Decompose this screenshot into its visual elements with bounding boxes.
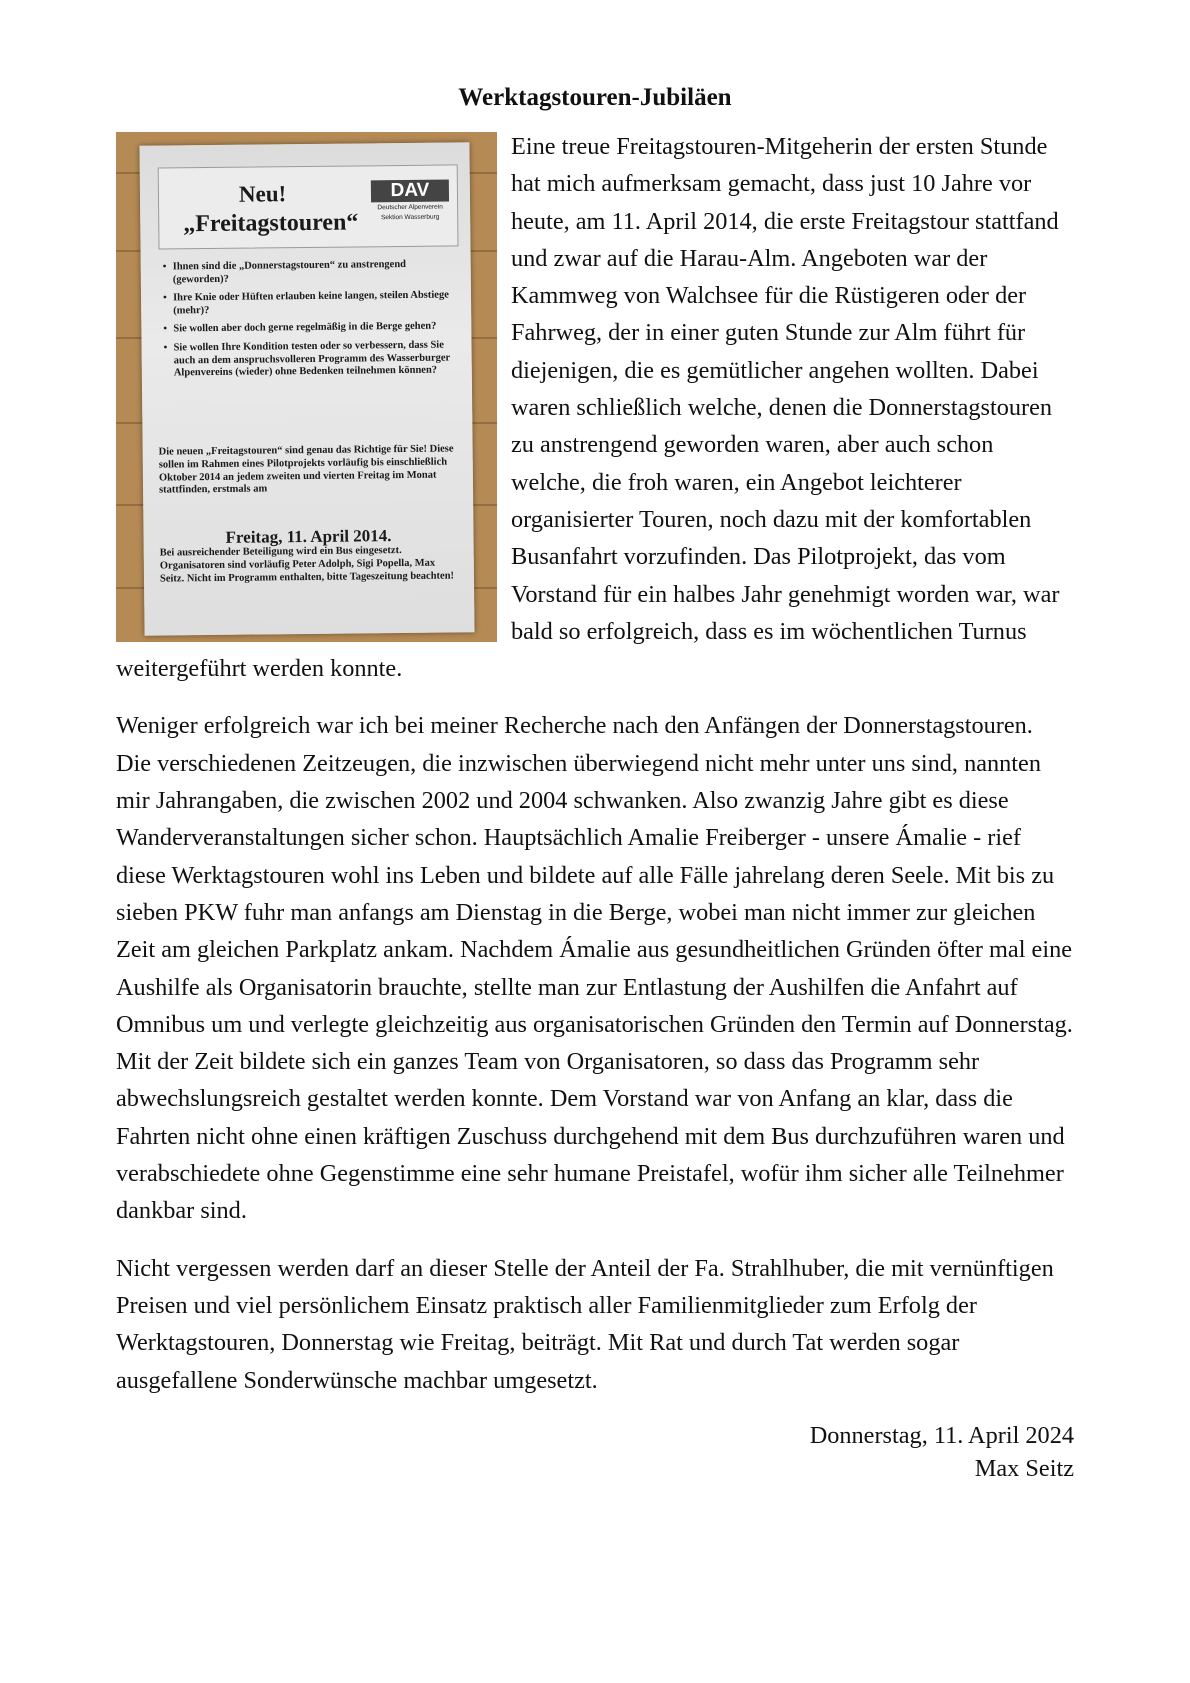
flyer-date: Freitag, 11. April 2014.	[225, 526, 392, 547]
paragraph-1: Eine treue Freitagstouren-Mitgeherin der ersten Stunde hat mich aufmerksam gemacht, dass just 10 Jahre vor heute, am 11. April 2014, die erste Freitagstour stattfand und zwar auf die Harau-Alm. Angeboten war der Kammweg von Walchsee für die Rüstigeren oder der Fahrweg, der in einer guten Stunde zur Alm führt für diejenigen, die es gemütlicher angehen wollten. Dabei waren schließlich welche, denen die Donnerstagstouren zu anstrengend geworden waren, aber auch schon welche, die froh waren, ein Angebot leichterer organisierter Touren, noch dazu mit der komfortablen Busanfahrt vorzufinden. Das Pilotprojekt, das vom Vorstand für ein halbes Jahr genehmigt worden war, war bald so erfolgreich, dass es im wöchentlichen Turnus weitergeführt werden konnte.	[116, 133, 1060, 683]
paragraph-2: Weniger erfolgreich war ich bei meiner Recherche nach den Anfängen der Donnerstagstouren. Die verschiedenen Zeitzeugen, die inzwischen überwiegend nicht mehr unter uns sind, nannten mir Jahrangaben, die zwischen 2002 und 2004 schwanken. Also zwanzig Jahre gibt es diese Wanderveranstaltungen sicher schon. Hauptsächlich Amalie Freiberger - unsere Ámalie - rief diese Werktagstouren wohl ins Leben und bildete auf alle Fälle jahrelang deren Seele. Mit bis zu sieben PKW fuhr man anfangs am Dienstag in die Berge, wobei man nicht immer zur gleichen Zeit am gleichen Parkplatz ankam. Nachdem Ámalie aus gesundheitlichen Gründen öfter mal eine Aushilfe als Organisatorin brauchte, stellte man zur Entlastung der Aushilfen die Anfahrt auf Omnibus um und verlegte gleichzeitig aus organisatorischen Gründen den Termin auf Donnerstag. Mit der Zeit bildete sich ein ganzes Team von Organisatoren, so dass das Programm sehr abwechslungsreich gestaltet werden konnte. Dem Vorstand war von Anfang an klar, dass die Fahrten nicht ohne einen kräftigen Zuschuss durchgehend mit dem Bus durchzuführen waren und verabschiedete ohne Gegenstimme eine sehr humane Preistafel, wofür ihm sicher alle Teilnehmer dankbar sind.	[116, 712, 1073, 1225]
flyer-bullet: • Sie wollen aber doch gerne regelmäßig in die Berge gehen?	[163, 321, 463, 337]
document-page	[116, 82, 1074, 1485]
flyer-heading: „Freitagstouren“	[183, 209, 359, 238]
flyer-bullet: • Sie wollen Ihre Kondition testen oder so verbessern, dass Sie auch an dem anspruchsvolleren Programm des Wasserburger Alpenvereins (wieder) ohne Bedenken teilnehmen können?	[164, 339, 464, 380]
flyer-paragraph: Die neuen „Freitagstouren“ sind genau das Richtige für Sie! Diese sollen im Rahmen eines Pilotprojekts vorläufig bis einschließlich Oktober 2014 an jedem zweiten und vierten Freitag im Monat stattfinden, erstmals am	[158, 443, 454, 496]
dav-logo-text: DAV	[371, 180, 449, 203]
dav-logo-sub-2: Sektion Wasserburg	[381, 213, 440, 222]
flyer-bullet: • Ihre Knie oder Hüften erlauben keine langen, steilen Abstiege (mehr)?	[163, 290, 463, 318]
flyer-footer: Bei ausreichender Beteiligung wird ein Bus eingesetzt. Organisatoren sind vorläufig Peter Adolph, Sigi Popella, Max Seitz. Nicht im Programm enthalten, bitte Tageszeitung beachten!	[159, 545, 455, 585]
page-title: Werktagstouren-Jubiläen	[458, 84, 732, 111]
article-body	[116, 128, 1074, 1399]
flyer-bullet-list	[163, 258, 464, 386]
flyer-header	[158, 164, 459, 249]
dav-logo-sub-1: Deutscher Alpenverein	[377, 203, 443, 212]
flyer-bullet: • Ihnen sind die „Donnerstagstouren“ zu anstrengend (geworden)?	[163, 258, 463, 286]
flyer-neu: Neu!	[238, 181, 287, 207]
signature-date: Donnerstag, 11. April 2024	[809, 1421, 1074, 1449]
signature-block	[116, 1419, 1074, 1485]
paragraph-3: Nicht vergessen werden darf an dieser Stelle der Anteil der Fa. Strahlhuber, die mit vernünftigen Preisen und viel persönlichem Einsatz praktisch aller Familienmitglieder zum Erfolg der Werktagstouren, Donnerstag wie Freitag, beiträgt. Mit Rat und durch Tat werden sogar ausgefallene Sonderwünsche machbar umgesetzt.	[116, 1254, 1054, 1394]
flyer	[139, 142, 474, 635]
flyer-photo	[116, 132, 497, 642]
signature-author: Max Seitz	[974, 1454, 1074, 1482]
dav-logo	[371, 180, 450, 231]
